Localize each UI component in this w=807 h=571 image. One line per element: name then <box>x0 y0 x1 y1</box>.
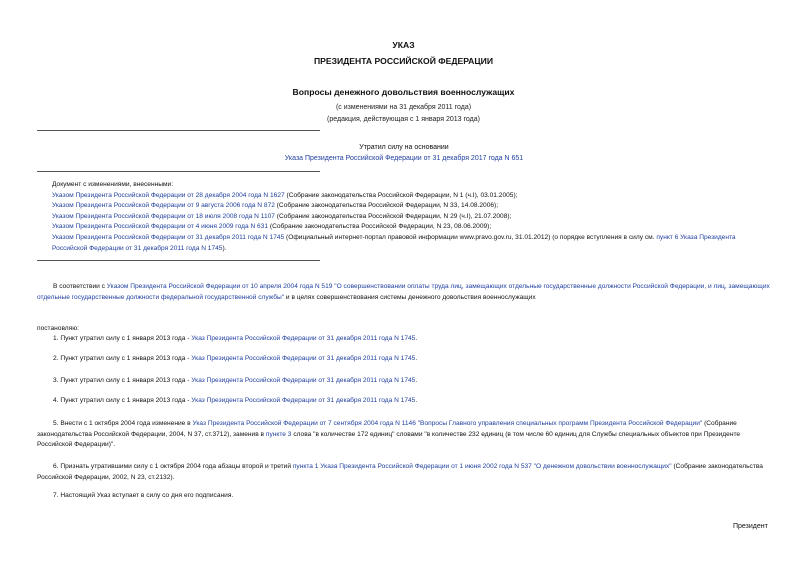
clause-link[interactable]: пункте 3 <box>265 430 292 438</box>
document-title: Вопросы денежного довольствия военнослужащих <box>292 87 515 97</box>
issuer-title: ПРЕЗИДЕНТА РОССИЙСКОЙ ФЕДЕРАЦИИ <box>313 56 494 66</box>
point-6: 6. Признать утратившими силу с 1 октября 2004 года абзацы второй и третий пункта 1 Указа Президента Российской Федерации от 1 июня 2002 года N 537 "О денежном довольствии военнослужащих" (Собрание законодательства Российской Федерации, 2002, N 23, ст.2132). <box>37 463 763 481</box>
lapsed-label: Утратил силу на основании <box>359 144 449 151</box>
signature: Президент <box>733 523 768 530</box>
list-item: Указом Президента Российской Федерации от 9 августа 2006 года N 872 (Собрание законодательства Российской Федерации, N 33, 14.08.2006); <box>52 202 499 210</box>
decree-word: постановляю: <box>37 325 80 332</box>
list-item: Указом Президента Российской Федерации от 31 декабря 2011 года N 1745 (Официальный интернет-портал правовой информации www.pravo.gov.ru, 31.01.2012) (о порядке вступления в силу см. пункт 6 Указа Президента Российской Федерации от 31 декабря 2011 года N 1745). <box>52 233 736 252</box>
divider <box>37 260 320 261</box>
doc-type-title: УКАЗ <box>392 40 415 50</box>
repealed-decree-link[interactable]: пункта 1 Указа Президента Российской Федерации от 1 июня 2002 года N 537 "О денежном довольствии военнослужащих" <box>292 463 672 470</box>
list-item: Указом Президента Российской Федерации от 18 июля 2008 года N 1107 (Собрание законодательства Российской Федерации, N 29 (ч.I), 21.07.2008); <box>52 212 512 220</box>
amendments-list <box>52 180 772 254</box>
lapsed-basis-link[interactable]: Указа Президента Российской Федерации от 31 декабря 2017 года N 651 <box>284 155 524 162</box>
amendments-intro: Документ с изменениями, внесенными: <box>52 181 174 188</box>
repeal-link[interactable]: Указ Президента Российской Федерации от 31 декабря 2011 года N 1745 <box>191 397 416 404</box>
point-4: 4. Пункт утратил силу с 1 января 2013 года - Указ Президента Российской Федерации от 31 декабря 2011 года N 1745. <box>53 397 418 404</box>
point-5: 5. Внести с 1 октября 2004 года изменение в Указ Президента Российской Федерации от 7 сентября 2004 года N 1146 "Вопросы Главного управления специальных программ Президента Российской Федерации" (Собрание законодательства Российской Федерации, 2004, N 37, ст.3712), заменив в пункте 3 слова "в количестве 172 единиц" словами "в количестве 232 единиц (в том числе 60 единиц для Службы специальных объектов при Президенте Российской Федерации)". <box>37 420 741 449</box>
amendment-link[interactable]: Указом Президента Российской Федерации от 18 июля 2008 года N 1107 <box>52 212 275 220</box>
effective-date-link[interactable]: пункт 6 Указа Президента Российской Федерации от 31 декабря 2011 года N 1745 <box>52 233 736 252</box>
amendment-note: (с изменениями на 31 декабря 2011 года) <box>335 104 472 111</box>
list-item: Указом Президента Российской Федерации от 4 июня 2009 года N 631 (Собрание законодательства Российской Федерации, N 23, 08.06.2009); <box>52 223 492 231</box>
repeal-link[interactable]: Указ Президента Российской Федерации от 31 декабря 2011 года N 1745 <box>191 335 416 342</box>
repeal-link[interactable]: Указ Президента Российской Федерации от 31 декабря 2011 года N 1745 <box>191 377 416 384</box>
amendment-link[interactable]: Указом Президента Российской Федерации от 31 декабря 2011 года N 1745 <box>52 233 285 241</box>
repeal-link[interactable]: Указ Президента Российской Федерации от 31 декабря 2011 года N 1745 <box>191 355 416 362</box>
amended-decree-link[interactable]: Указ Президента Российской Федерации от 7 сентября 2004 года N 1146 "Вопросы Главного управления специальных программ Президента Российской Федерации" <box>192 420 703 427</box>
amendment-link[interactable]: Указом Президента Российской Федерации от 4 июня 2009 года N 631 <box>52 223 269 231</box>
point-7: 7. Настоящий Указ вступает в силу со дня его подписания. <box>53 492 234 499</box>
list-item: Указом Президента Российской Федерации от 28 декабря 2004 года N 1627 (Собрание законодательства Российской Федерации, N 1 (ч.I), 03.01.2005); <box>52 191 518 199</box>
amendment-link[interactable]: Указом Президента Российской Федерации от 28 декабря 2004 года N 1627 <box>52 191 285 199</box>
preamble: В соответствии с Указом Президента Российской Федерации от 10 апреля 2004 года N 519 "О совершенствовании оплаты труда лиц, замещающих отдельные государственные должности Российской Федерации, и лиц, замещающих отдельные государственные должности федеральной государственной службы" и в целях совершенствования системы денежного довольствия военнослужащих <box>37 283 770 301</box>
point-3: 3. Пункт утратил силу с 1 января 2013 года - Указ Президента Российской Федерации от 31 декабря 2011 года N 1745. <box>53 377 418 384</box>
point-2: 2. Пункт утратил силу с 1 января 2013 года - Указ Президента Российской Федерации от 31 декабря 2011 года N 1745. <box>53 355 418 362</box>
amendment-link[interactable]: Указом Президента Российской Федерации от 9 августа 2006 года N 872 <box>52 202 275 210</box>
divider <box>37 130 320 131</box>
point-1: 1. Пункт утратил силу с 1 января 2013 года - Указ Президента Российской Федерации от 31 декабря 2011 года N 1745. <box>53 335 418 342</box>
divider <box>37 171 320 172</box>
basis-decree-link[interactable]: Указом Президента Российской Федерации от 10 апреля 2004 года N 519 "О совершенствовании оплаты труда лиц, замещающих отдельные государственные должности Российской Федерации, и лиц, замещающих отдельные государственные должности федеральной государственной службы" <box>37 283 770 301</box>
edition-note: (редакция, действующая с 1 января 2013 года) <box>327 116 480 123</box>
